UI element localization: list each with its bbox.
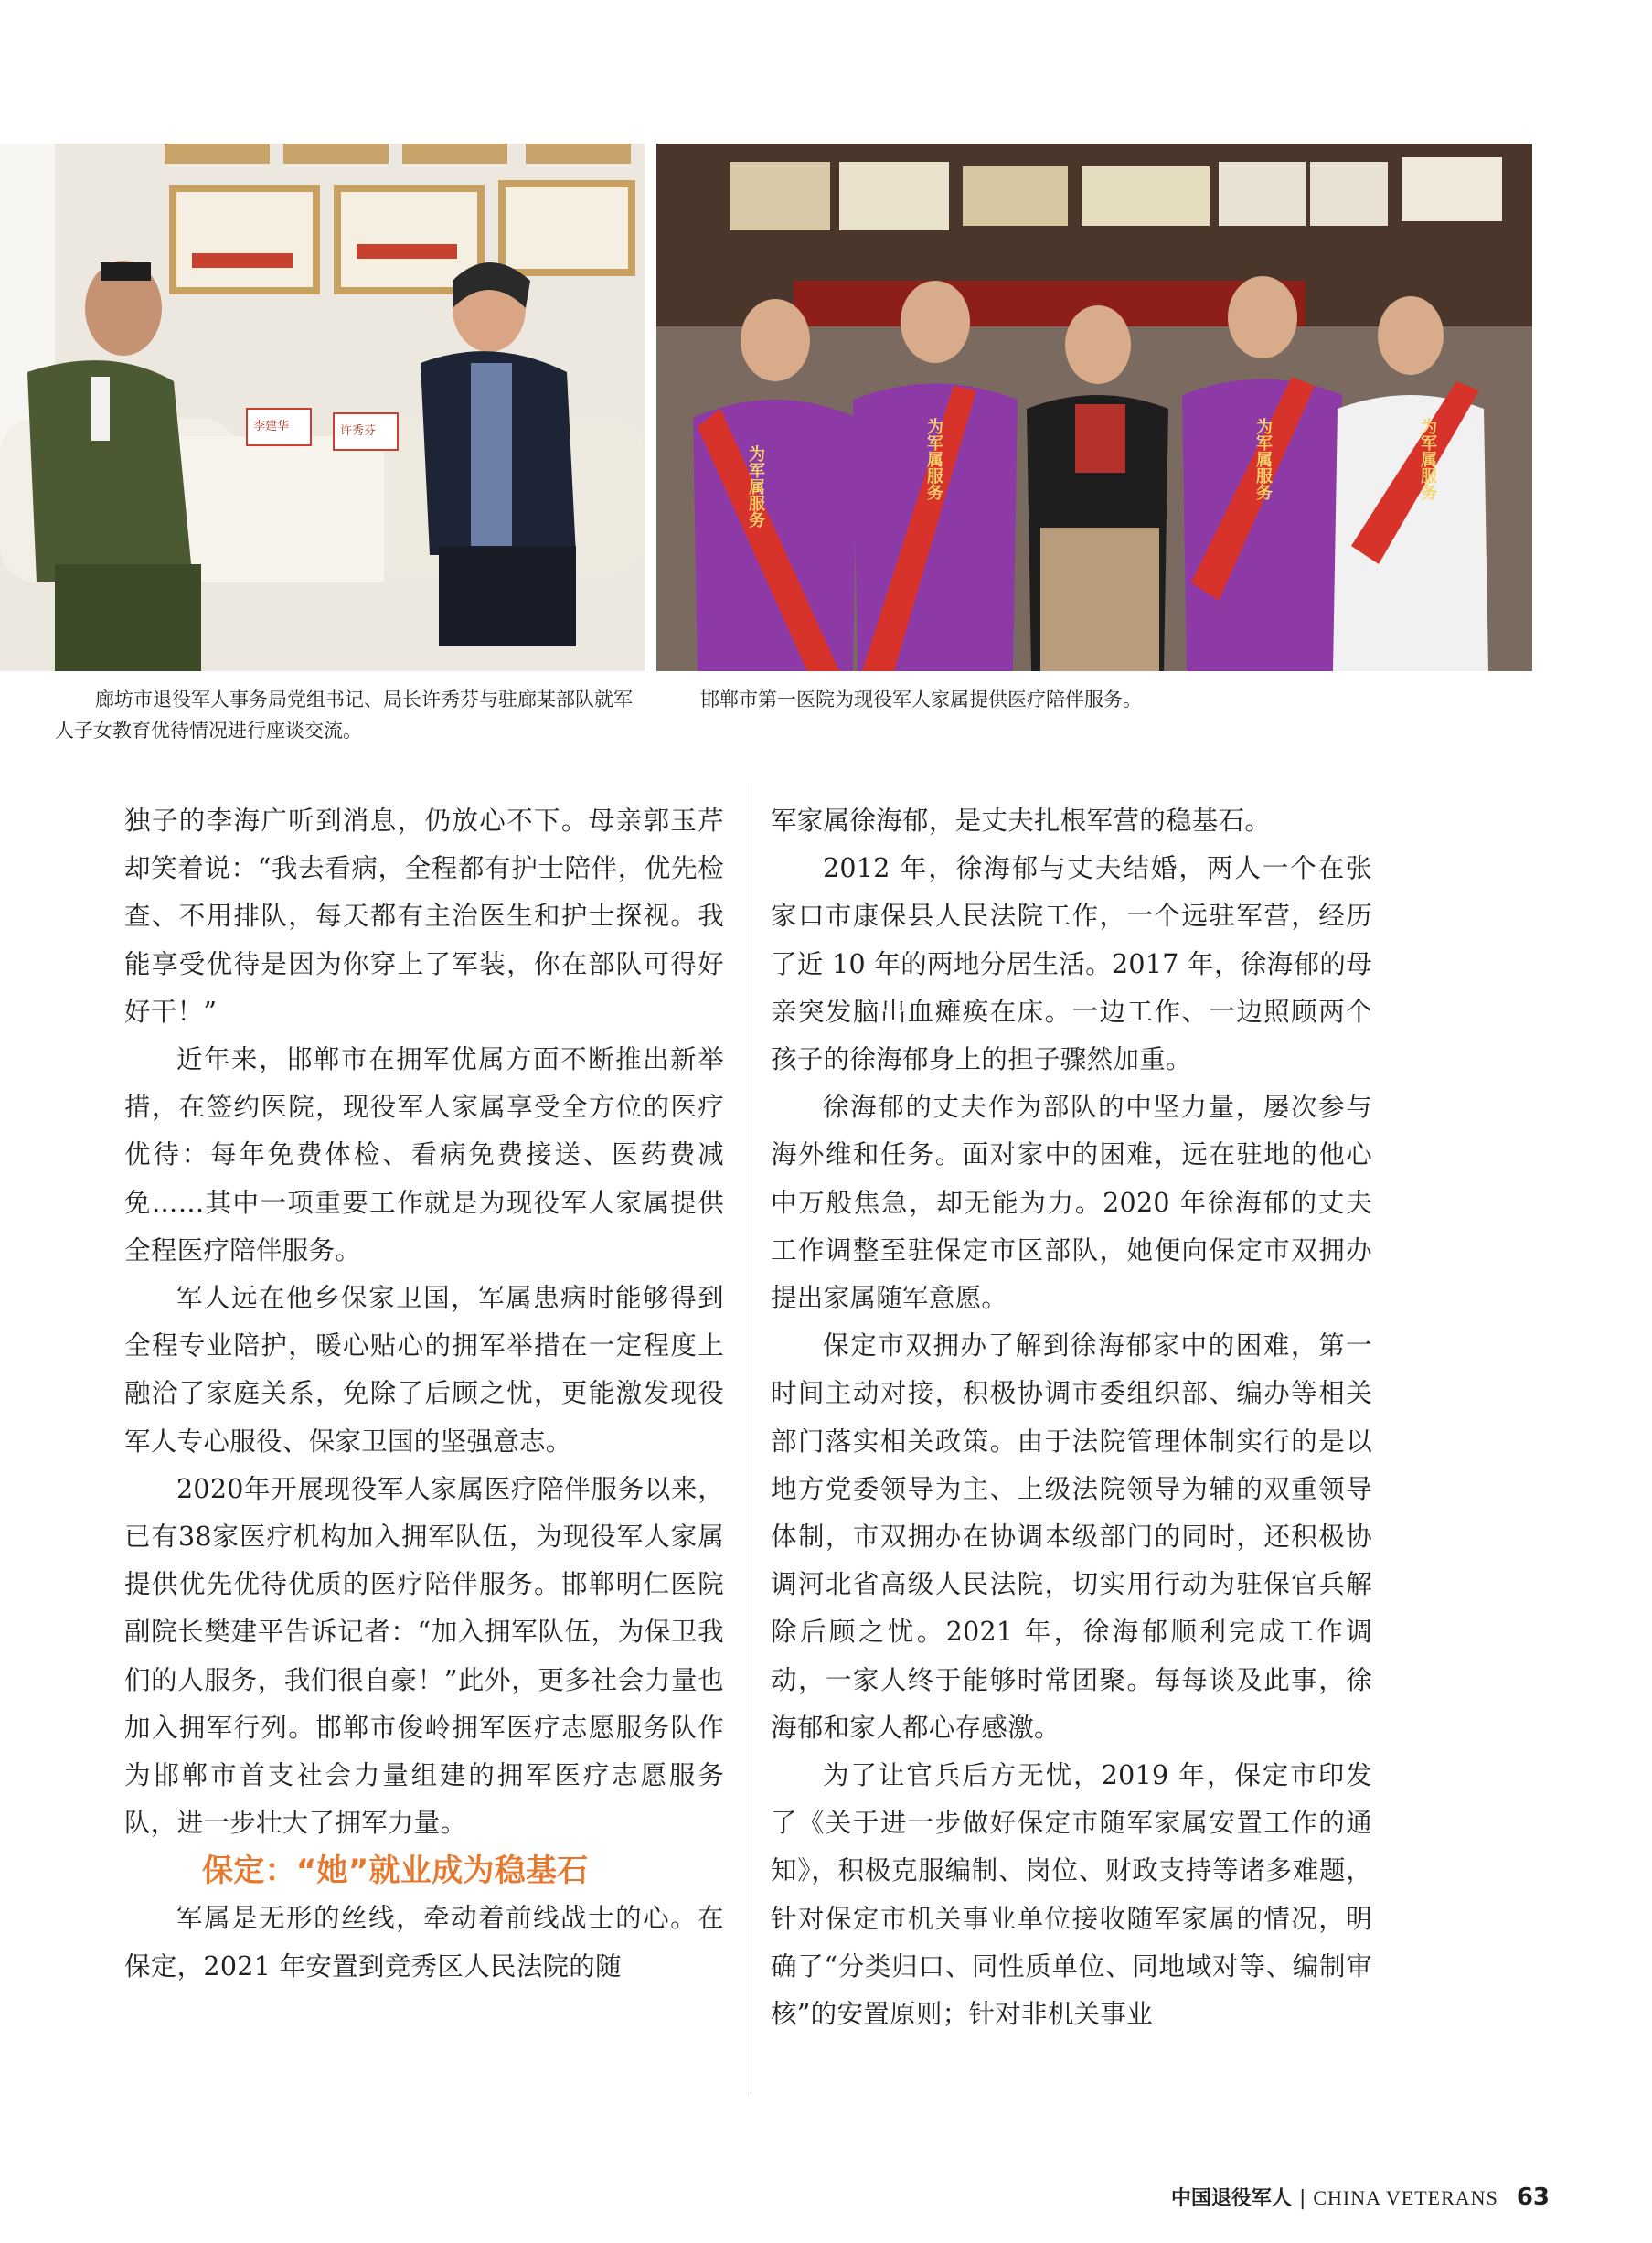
magazine-name-en: CHINA VETERANS <box>1313 2186 1498 2209</box>
nameplate-right: 许秀芬 <box>340 424 377 438</box>
meeting-photo-illustration <box>0 144 645 671</box>
paragraph: 近年来，邯郸市在拥军优属方面不断推出新举措，在签约医院，现役军人家属享受全方位的医疗优待：每年免费体检、看病免费接送、医药费减免……其中一项重要工作就是为现役军人家属提供全程医疗陪伴服务。 <box>124 1044 724 1266</box>
caption-hospital: 邯郸市第一医院为现役军人家属提供医疗陪伴服务。 <box>700 689 1142 710</box>
paragraph: 为了让官兵后方无忧，2019 年，保定市印发了《关于进一步做好保定市随军家属安置工作的通知》，积极克服编制、岗位、财政支持等诸多难题，针对保定市机关事业单位接收随军家属的情况，明确了“分类归口、同性质单位、同地域对等、编制审核”的安置原则；针对非机关事业 <box>771 1760 1372 2030</box>
caption-meeting: 廊坊市退役军人事务局党组书记、局长许秀芬与驻廊某部队就军人子女教育优待情况进行座谈交流。 <box>55 689 633 742</box>
sash-text-4: 为军属服务 <box>1418 418 1437 500</box>
sash-text-1: 为军属服务 <box>746 445 765 528</box>
sash-text-3: 为军属服务 <box>1253 418 1273 500</box>
photo-meeting <box>0 144 645 671</box>
section-heading: 保定：“她”就业成为稳基石 <box>202 1853 589 1890</box>
sash-text-2: 为军属服务 <box>924 418 943 500</box>
article-column-right <box>771 797 1372 2038</box>
paragraph: 军人远在他乡保家卫国，军属患病时能够得到全程专业陪护，暖心贴心的拥军举措在一定程度上融洽了家庭关系，免除了后顾之忧，更能激发现役军人专心服役、保家卫国的坚强意志。 <box>124 1283 724 1457</box>
nameplate-left: 李建华 <box>253 420 290 433</box>
page-number: 63 <box>1516 2184 1550 2211</box>
hospital-photo-illustration <box>656 144 1532 671</box>
footer-separator: | <box>1298 2187 1306 2210</box>
paragraph: 独子的李海广听到消息，仍放心不下。母亲郭玉芹却笑着说：“我去看病，全程都有护士陪伴，优先检查、不用排队，每天都有主治医生和护士探视。我能享受优待是因为你穿上了军装，你在部队可得好好干！” <box>124 806 724 1027</box>
paragraph: 保定市双拥办了解到徐海郁家中的困难，第一时间主动对接，积极协调市委组织部、编办等相关部门落实相关政策。由于法院管理体制实行的是以地方党委领导为主、上级法院领导为辅的双重领导体制，市双拥办在协调本级部门的同时，还积极协调河北省高级人民法院，切实用行动为驻保官兵解除后顾之忧。2021 年，徐海郁顺利完成工作调动，一家人终于能够时常团聚。每每谈及此事，徐海郁和家人都心存感激。 <box>771 1330 1372 1743</box>
page-footer <box>1171 2184 1550 2213</box>
magazine-name-cn: 中国退役军人 <box>1170 2187 1292 2210</box>
article-column-left <box>124 797 724 1991</box>
paragraph: 2012 年，徐海郁与丈夫结婚，两人一个在张家口市康保县人民法院工作，一个远驻军营，经历了近 10 年的两地分居生活。2017 年，徐海郁的母亲突发脑出血瘫痪在床。一边工作、一边照顾两个孩子的徐海郁身上的担子骤然加重。 <box>771 853 1372 1075</box>
paragraph: 军属是无形的丝线，牵动着前线战士的心。在保定，2021 年安置到竞秀区人民法院的随 <box>124 1903 724 1981</box>
paragraph: 军家属徐海郁，是丈夫扎根军营的稳基石。 <box>771 806 1272 836</box>
paragraph: 2020年开展现役军人家属医疗陪伴服务以来，已有38家医疗机构加入拥军队伍，为现役军人家属提供优先优待优质的医疗陪伴服务。邯郸明仁医院副院长樊建平告诉记者：“加入拥军队伍，为保卫我们的人服务，我们很自豪！”此外，更多社会力量也加入拥军行列。邯郸市俊岭拥军医疗志愿服务队作为邯郸市首支社会力量组建的拥军医疗志愿服务队，进一步壮大了拥军力量。 <box>124 1473 724 1839</box>
paragraph: 徐海郁的丈夫作为部队的中坚力量，屡次参与海外维和任务。面对家中的困难，远在驻地的他心中万般焦急，却无能为力。2020 年徐海郁的丈夫工作调整至驻保定市区部队，她便向保定市双拥办提出家属随军意愿。 <box>771 1092 1372 1314</box>
photo-hospital-staff <box>656 144 1532 671</box>
